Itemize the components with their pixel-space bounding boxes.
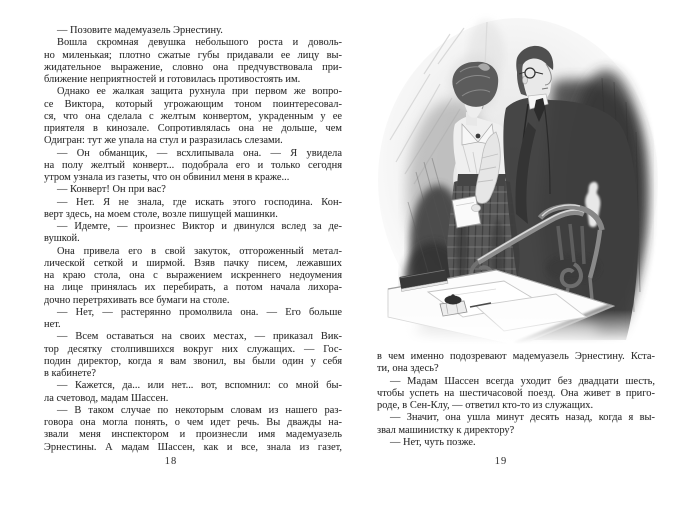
text-line: Она привела его в свой закуток, отгороженный метал- xyxy=(57,245,342,257)
book-illustration xyxy=(378,12,660,350)
text-line: — Идемте, — произнес Виктор и двинулся вслед за де- xyxy=(57,221,342,232)
text-line: — Значит, она ушла минут десять назад, когда я вы- xyxy=(390,412,655,424)
text-line: — Конверт! Он при вас? xyxy=(57,184,166,196)
text-line: утром узнала из газеты, что он обвинил меня в краже... xyxy=(44,172,290,183)
text-line: тор десятку столпившихся вокруг них служащих. — Гос- xyxy=(44,343,342,355)
text-line: чтобы успеть на шестичасовой поезд. Она живет в приго- xyxy=(377,387,655,399)
page-number-left: 18 xyxy=(164,456,178,467)
text-line: в кабинете? xyxy=(44,368,97,379)
text-line: Эрнестины. А мадам Шассен, как и все, знала из газет, xyxy=(44,441,342,453)
text-line: — Нет. Я не знала, где искать этого господина. Кон- xyxy=(57,196,342,208)
text-line: в чем именно подозревают мадемуазель Эрнестину. Кста- xyxy=(377,351,655,362)
text-line: но миленькая; плотно сжатые губы придавали ее лицу вы- xyxy=(44,49,342,61)
text-line: говора она могла понять, о чем идет речь. Вы дважды на- xyxy=(44,417,342,428)
text-line: на полу желтый конверт... подобрала его и только сегодня xyxy=(44,159,342,171)
text-line: роде, в Сен-Клу, — ответил кто-то из служащих. xyxy=(377,400,594,411)
page-number-right: 19 xyxy=(494,456,508,467)
text-line: звали меня инспектором и произнесли имя мадемуазель xyxy=(44,429,342,441)
text-line: — Он обманщик, — всхлипывала она. — Я увидела xyxy=(57,147,342,159)
text-line: Однако ее жалкая защита рухнула при первом же вопро- xyxy=(57,86,342,98)
text-line: вушкой. xyxy=(44,233,80,245)
text-line: на лице принялась их перебирать, а потом начала лихора- xyxy=(44,282,342,294)
text-line: се Виктора, который угрожающим тоном поинтересовал- xyxy=(44,98,342,110)
text-line: — Мадам Шассен всегда уходит без двадцати шесть, xyxy=(390,375,655,387)
text-line: приятеля в кинозале. Сопротивлялась она не дольше, чем xyxy=(44,123,342,134)
text-line: Вошла скромная девушка небольшого роста и доволь- xyxy=(57,37,342,49)
text-line: верт здесь, на моем столе, возле пишущей машинки. xyxy=(44,208,278,220)
right-page-text xyxy=(377,351,655,449)
brooch xyxy=(476,134,481,139)
left-page-text xyxy=(44,25,342,454)
text-line: ближение неприятностей и готовилась противостоять им. xyxy=(44,74,301,85)
text-line: ти, она здесь? xyxy=(377,363,439,375)
papers-in-hands xyxy=(452,196,480,228)
text-line: звал машинистку к директору? xyxy=(377,424,515,436)
text-line: — Кажется, да... или нет... вот, вспомнил: со мной бы- xyxy=(57,380,342,392)
text-line: подин директор, когда я вам звонил, вы были один у себя xyxy=(44,355,342,367)
text-line: жидательное выражение, словно она предчувствовала при- xyxy=(44,61,342,73)
text-line: Одигран: тут же упала на стул и разразилась слезами. xyxy=(44,135,283,147)
text-line: — В таком случае по некоторым словам из нашего раз- xyxy=(57,404,342,416)
text-line: — Всем оставаться на своих местах, — приказал Вик- xyxy=(57,331,342,343)
text-line: — Нет, чуть позже. xyxy=(390,436,476,448)
text-line: лической сеткой и ширмой. Взяв пачку писем, лежавших xyxy=(44,257,342,269)
text-line: ся, что она сделала с желтым конвертом, украденным у ее xyxy=(44,110,342,122)
text-line: ла счетовод, мадам Шассен. xyxy=(44,392,169,404)
text-line: — Нет, — растерянно промолвила она. — Его больше xyxy=(57,306,342,318)
text-line: нет. xyxy=(44,319,61,330)
text-line: на краю стола, она с выражением искреннего недоумения xyxy=(44,270,342,281)
text-line: дочно перетряхивать все бумаги на столе. xyxy=(44,294,230,306)
text-line: — Позовите мадемуазель Эрнестину. xyxy=(57,25,223,36)
